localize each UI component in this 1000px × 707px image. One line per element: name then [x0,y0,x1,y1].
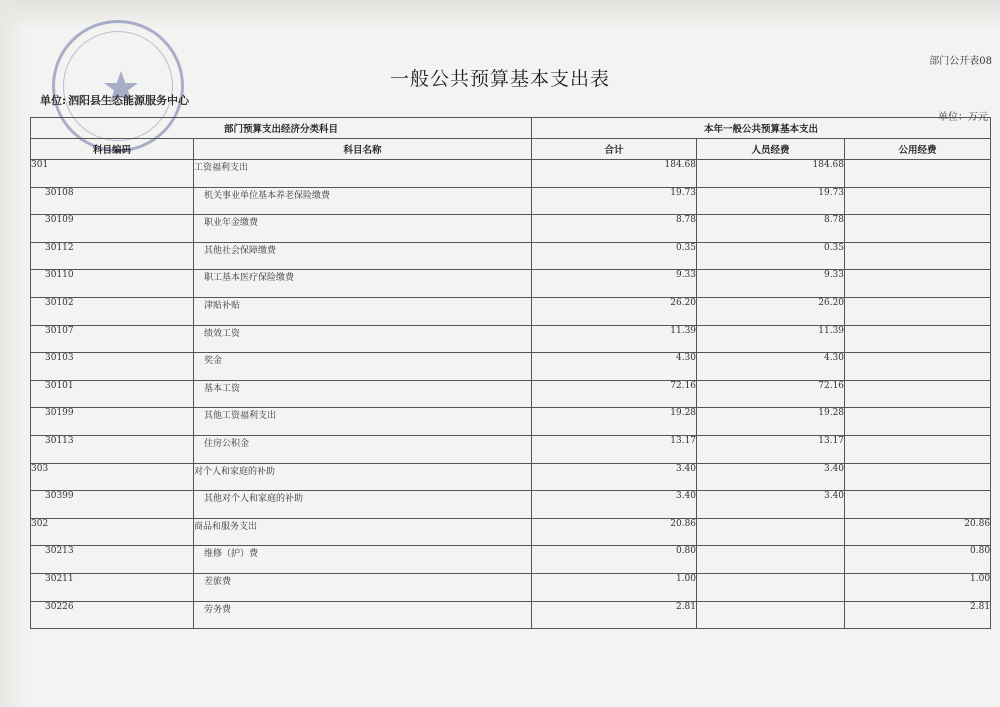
row-personnel: 3.40 [697,463,845,491]
row-personnel: 26.20 [697,297,845,325]
row-personnel: 4.30 [697,353,845,381]
row-total: 72.16 [532,380,697,408]
row-total: 19.73 [532,187,697,215]
row-total: 4.30 [532,353,697,381]
page-title: 一般公共预算基本支出表 [389,68,610,90]
row-total: 2.81 [532,601,697,629]
table-row [31,160,991,188]
table-row [31,242,991,270]
row-personnel: 184.68 [697,160,845,188]
row-name: 职业年金缴费 [194,215,532,243]
row-personnel: 19.28 [697,408,845,436]
row-code: 30108 [31,187,194,215]
row-code: 301 [31,160,194,188]
row-public [845,435,991,463]
row-code: 30107 [31,325,194,353]
row-public [845,242,991,270]
row-code: 30226 [31,601,194,629]
row-public [845,325,991,353]
row-code: 30110 [31,270,194,298]
row-name: 其他对个人和家庭的补助 [194,491,532,519]
unit-label: 单位: [40,94,67,107]
row-code: 302 [31,518,194,546]
row-public [845,215,991,243]
row-personnel: 3.40 [697,491,845,519]
row-name: 奖金 [194,353,532,381]
row-total: 0.35 [532,242,697,270]
table-row [31,353,991,381]
row-name: 其他社会保障缴费 [194,242,532,270]
table-row [31,187,991,215]
row-public: 0.80 [845,546,991,574]
row-public [845,408,991,436]
currency-unit: 单位：万元 [938,112,988,123]
row-personnel: 8.78 [697,215,845,243]
header-group-basic-expenditure: 本年一般公共预算基本支出 [532,118,991,139]
row-code: 30103 [31,353,194,381]
row-total: 20.86 [532,518,697,546]
row-total: 11.39 [532,325,697,353]
unit-name: 泗阳县生态能源服务中心 [68,94,190,107]
row-code: 30199 [31,408,194,436]
row-code: 30213 [31,546,194,574]
row-name: 工资福利支出 [194,160,532,188]
row-code: 30112 [31,242,194,270]
row-total: 9.33 [532,270,697,298]
row-public [845,463,991,491]
table-row [31,325,991,353]
row-total: 26.20 [532,297,697,325]
scan-shadow-left [0,0,26,707]
table-row [31,573,991,601]
row-public [845,297,991,325]
row-name: 住房公积金 [194,435,532,463]
row-total: 19.28 [532,408,697,436]
row-total: 1.00 [532,573,697,601]
row-name: 维修（护）费 [194,546,532,574]
row-personnel: 11.39 [697,325,845,353]
row-total: 8.78 [532,215,697,243]
row-total: 13.17 [532,435,697,463]
row-personnel [697,601,845,629]
row-public [845,187,991,215]
row-public [845,353,991,381]
row-code: 30113 [31,435,194,463]
table-row [31,491,991,519]
row-name: 商品和服务支出 [194,518,532,546]
header-group-economic-class: 部门预算支出经济分类科目 [31,118,532,139]
row-code: 30211 [31,573,194,601]
row-personnel: 9.33 [697,270,845,298]
row-personnel: 72.16 [697,380,845,408]
row-personnel: 0.35 [697,242,845,270]
row-name: 津贴补贴 [194,297,532,325]
row-public: 20.86 [845,518,991,546]
row-personnel: 13.17 [697,435,845,463]
table-row [31,546,991,574]
row-name: 对个人和家庭的补助 [194,463,532,491]
row-total: 184.68 [532,160,697,188]
table-row [31,297,991,325]
unit-line [40,92,189,108]
row-name: 机关事业单位基本养老保险缴费 [194,187,532,215]
row-code: 303 [31,463,194,491]
row-public [845,270,991,298]
table-row [31,270,991,298]
table-row [31,601,991,629]
row-personnel [697,518,845,546]
budget-table [30,117,991,629]
col-header-total: 合计 [532,139,697,160]
table-row [31,463,991,491]
row-code: 30101 [31,380,194,408]
row-public: 1.00 [845,573,991,601]
row-total: 3.40 [532,463,697,491]
row-personnel: 19.73 [697,187,845,215]
row-name: 基本工资 [194,380,532,408]
col-header-name: 科目名称 [194,139,532,160]
row-name: 绩效工资 [194,325,532,353]
table-row [31,380,991,408]
row-code: 30399 [31,491,194,519]
table-row [31,435,991,463]
row-name: 其他工资福利支出 [194,408,532,436]
table-row [31,215,991,243]
row-name: 劳务费 [194,601,532,629]
row-public [845,380,991,408]
row-public [845,160,991,188]
table-row [31,518,991,546]
col-header-public: 公用经费 [845,139,991,160]
col-header-code: 科目编码 [31,139,194,160]
row-total: 0.80 [532,546,697,574]
row-name: 职工基本医疗保险缴费 [194,270,532,298]
row-personnel [697,573,845,601]
row-code: 30102 [31,297,194,325]
row-name: 差旅费 [194,573,532,601]
row-public [845,491,991,519]
row-total: 3.40 [532,491,697,519]
form-number: 部门公开表08 [929,56,992,67]
row-public: 2.81 [845,601,991,629]
row-code: 30109 [31,215,194,243]
table-row [31,408,991,436]
col-header-personnel: 人员经费 [697,139,845,160]
row-personnel [697,546,845,574]
